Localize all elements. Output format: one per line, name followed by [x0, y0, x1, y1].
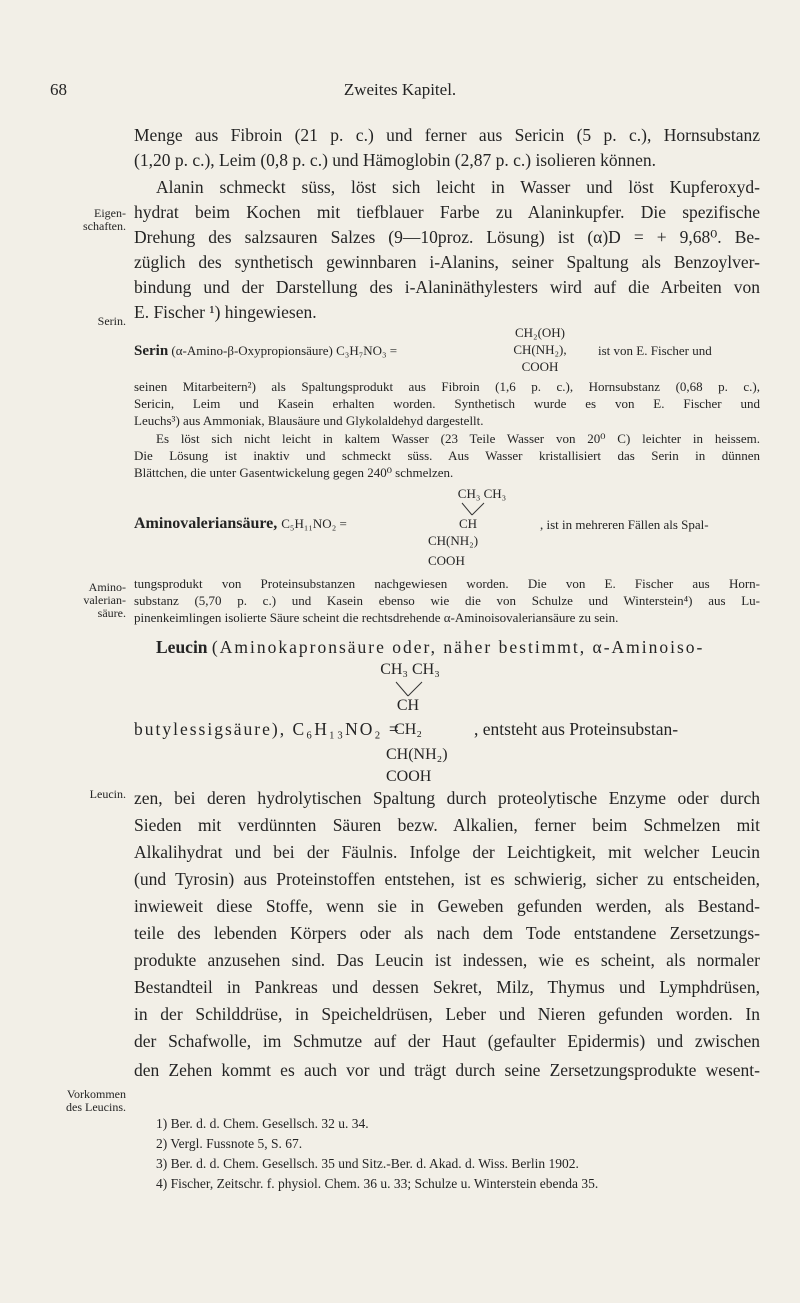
aminovalerian-cooh: COOH	[428, 553, 465, 568]
aminovalerian-chnh2: CH(NH₂)	[428, 533, 479, 548]
text-line: inwieweit diese Stoffe, wenn sie in Geweben gefunden werden, als Bestand-	[134, 896, 760, 916]
leucin-name: Leucin	[156, 637, 208, 657]
text-line: Alanin schmeckt süss, löst sich leicht in Wasser und löst Kupferoxyd-	[156, 177, 760, 197]
text-line: Menge aus Fibroin (21 p. c.) und ferner aus Sericin (5 p. c.), Hornsubstanz	[134, 125, 760, 145]
leucin-chnh2: CH(NH₂)	[386, 746, 448, 763]
text-line: pinenkeimlingen isolierte Säure scheint die rechtsdrehende α-Aminoisovaleriansäure zu sein.	[134, 610, 619, 625]
aminovalerian-bond-lines	[458, 502, 488, 516]
aminovalerian-ch3-pair: CH₃ CH₃	[457, 486, 507, 501]
text-line: (1,20 p. c.), Leim (0,8 p. c.) und Hämoglobin (2,87 p. c.) isolieren können.	[134, 150, 656, 170]
leucin-ch: CH	[396, 697, 420, 714]
text-line: Sieden mit verdünnten Säuren bezw. Alkalien, ferner beim Schmelzen mit	[134, 815, 760, 835]
serin-desc: (α-Amino-β-Oxypropionsäure) C₃H₇NO₃ =	[171, 343, 398, 358]
footnote-3: 3) Ber. d. d. Chem. Gesellsch. 35 und Sitz.-Ber. d. Akad. d. Wiss. Berlin 1902.	[156, 1156, 579, 1171]
text-line: bindung und der Darstellung des i-Alaninäthylesters wird auf die Arbeiten von	[134, 277, 760, 297]
text-line: hydrat beim Kochen mit tiefblauer Farbe zu Alaninkupfer. Die spezifische	[134, 202, 760, 222]
leucin-bond-lines	[392, 681, 426, 697]
margin-note-vorkommen: Vorkommen des Leucins.	[66, 1087, 126, 1114]
leucin-ch2: CH₂	[394, 721, 422, 738]
footnote-4: 4) Fischer, Zeitschr. f. physiol. Chem. 36 u. 33; Schulze u. Winterstein ebenda 35.	[156, 1176, 599, 1191]
leucin-line2-right: , entsteht aus Proteinsubstan-	[474, 719, 679, 739]
leucin-cooh: COOH	[386, 768, 432, 785]
aminovalerian-name: Aminovaleriansäure,	[134, 515, 278, 532]
serin-formula-top: CH₂(OH)	[514, 325, 566, 340]
text-line: tungsprodukt von Proteinsubstanzen nachgewiesen worden. Die von E. Fischer aus Horn-	[134, 576, 760, 591]
leucin-line2-left: butylessigsäure), C₆H₁₃NO₂ =	[134, 719, 401, 739]
leucin-heading-rest: (Aminokapronsäure oder, näher bestimmt, α-Aminoiso-	[211, 637, 705, 657]
text-line: produkte anzusehen sind. Das Leucin ist indessen, wie es scheint, als normaler	[134, 950, 760, 970]
serin-formula-mid: CH(NH₂),	[513, 342, 567, 357]
running-head: Zweites Kapitel.	[343, 80, 457, 99]
aminovalerian-ch: CH	[458, 516, 478, 531]
margin-note-serin: Serin.	[97, 314, 126, 328]
text-line: seinen Mitarbeitern²) als Spaltungsprodukt aus Fibroin (1,6 p. c.), Hornsubstanz (0,68 p. c.),	[134, 379, 760, 394]
text-line: Bestandteil in Pankreas und dessen Sekret, Milz, Thymus und Lymphdrüsen,	[134, 977, 760, 997]
text-line: zen, bei deren hydrolytischen Spaltung durch proteolytische Enzyme oder durch	[134, 788, 760, 808]
leucin-heading	[156, 637, 704, 658]
text-line: in der Schilddrüse, in Speicheldrüsen, Leber und Nieren gefunden worden. In	[134, 1004, 760, 1024]
text-line: Drehung des salzsauren Salzes (9—10proz. Lösung) ist (α)D = + 9,68⁰. Be-	[134, 227, 760, 247]
aminovalerian-formula-lhs: C₅H₁₁NO₂ =	[281, 516, 347, 531]
leucin-ch3-pair: CH₃ CH₃	[380, 661, 440, 678]
text-line: substanz (5,70 p. c.) und Kasein ebenso wie die von Schulze und Winterstein⁴) aus Lu-	[134, 593, 760, 608]
serin-heading	[134, 342, 397, 360]
serin-after: ist von E. Fischer und	[598, 343, 712, 358]
aminovalerian-heading	[134, 515, 347, 533]
page-number: 68	[50, 80, 67, 99]
margin-note-leucin: Leucin.	[89, 787, 126, 801]
aminovalerian-after: , ist in mehreren Fällen als Spal-	[540, 517, 709, 532]
text-line: Es löst sich nicht leicht in kaltem Wasser (23 Teile Wasser von 20⁰ C) leichter in heissem.	[156, 431, 760, 446]
footnote-2: 2) Vergl. Fussnote 5, S. 67.	[156, 1136, 303, 1151]
text-line: züglich des synthetisch gewinnbaren i-Alanins, seiner Spaltung als Benzoylver-	[134, 252, 760, 272]
serin-name: Serin	[134, 343, 169, 359]
text-line: (und Tyrosin) aus Proteinstoffen entstehen, ist es schwierig, sicher zu entscheiden,	[134, 869, 760, 889]
text-line: der Schafwolle, im Schmutze auf der Haut (gefaulter Epidermis) und zwischen	[134, 1031, 760, 1051]
text-line: E. Fischer ¹) hingewiesen.	[134, 302, 317, 322]
text-line: Sericin, Leim und Kasein erhalten worden. Synthetisch wurde es von E. Fischer und	[134, 396, 760, 411]
text-line: Leuchs³) aus Ammoniak, Blausäure und Glykolaldehyd dargestellt.	[134, 413, 484, 428]
text-line: Blättchen, die unter Gasentwickelung gegen 240⁰ schmelzen.	[134, 465, 454, 480]
text-line: Die Lösung ist inaktiv und schmeckt süss. Aus Wasser kristallisiert das Serin in dünnen	[134, 448, 760, 463]
text-line: Alkalihydrat und bei der Fäulnis. Infolge der Leichtigkeit, mit welcher Leucin	[134, 842, 760, 862]
margin-note-aminovaleriansaeure: Amino- valerian- säure.	[83, 580, 126, 620]
serin-formula-bot: COOH	[521, 359, 559, 374]
text-line: den Zehen kommt es auch vor und trägt durch seine Zersetzungsprodukte wesent-	[134, 1060, 760, 1080]
footnote-1: 1) Ber. d. d. Chem. Gesellsch. 32 u. 34.	[156, 1116, 369, 1131]
text-line: teile des lebenden Körpers oder als nach dem Tode entstandene Zersetzungs-	[134, 923, 760, 943]
margin-note-eigenschaften: Eigen- schaften.	[83, 206, 126, 233]
